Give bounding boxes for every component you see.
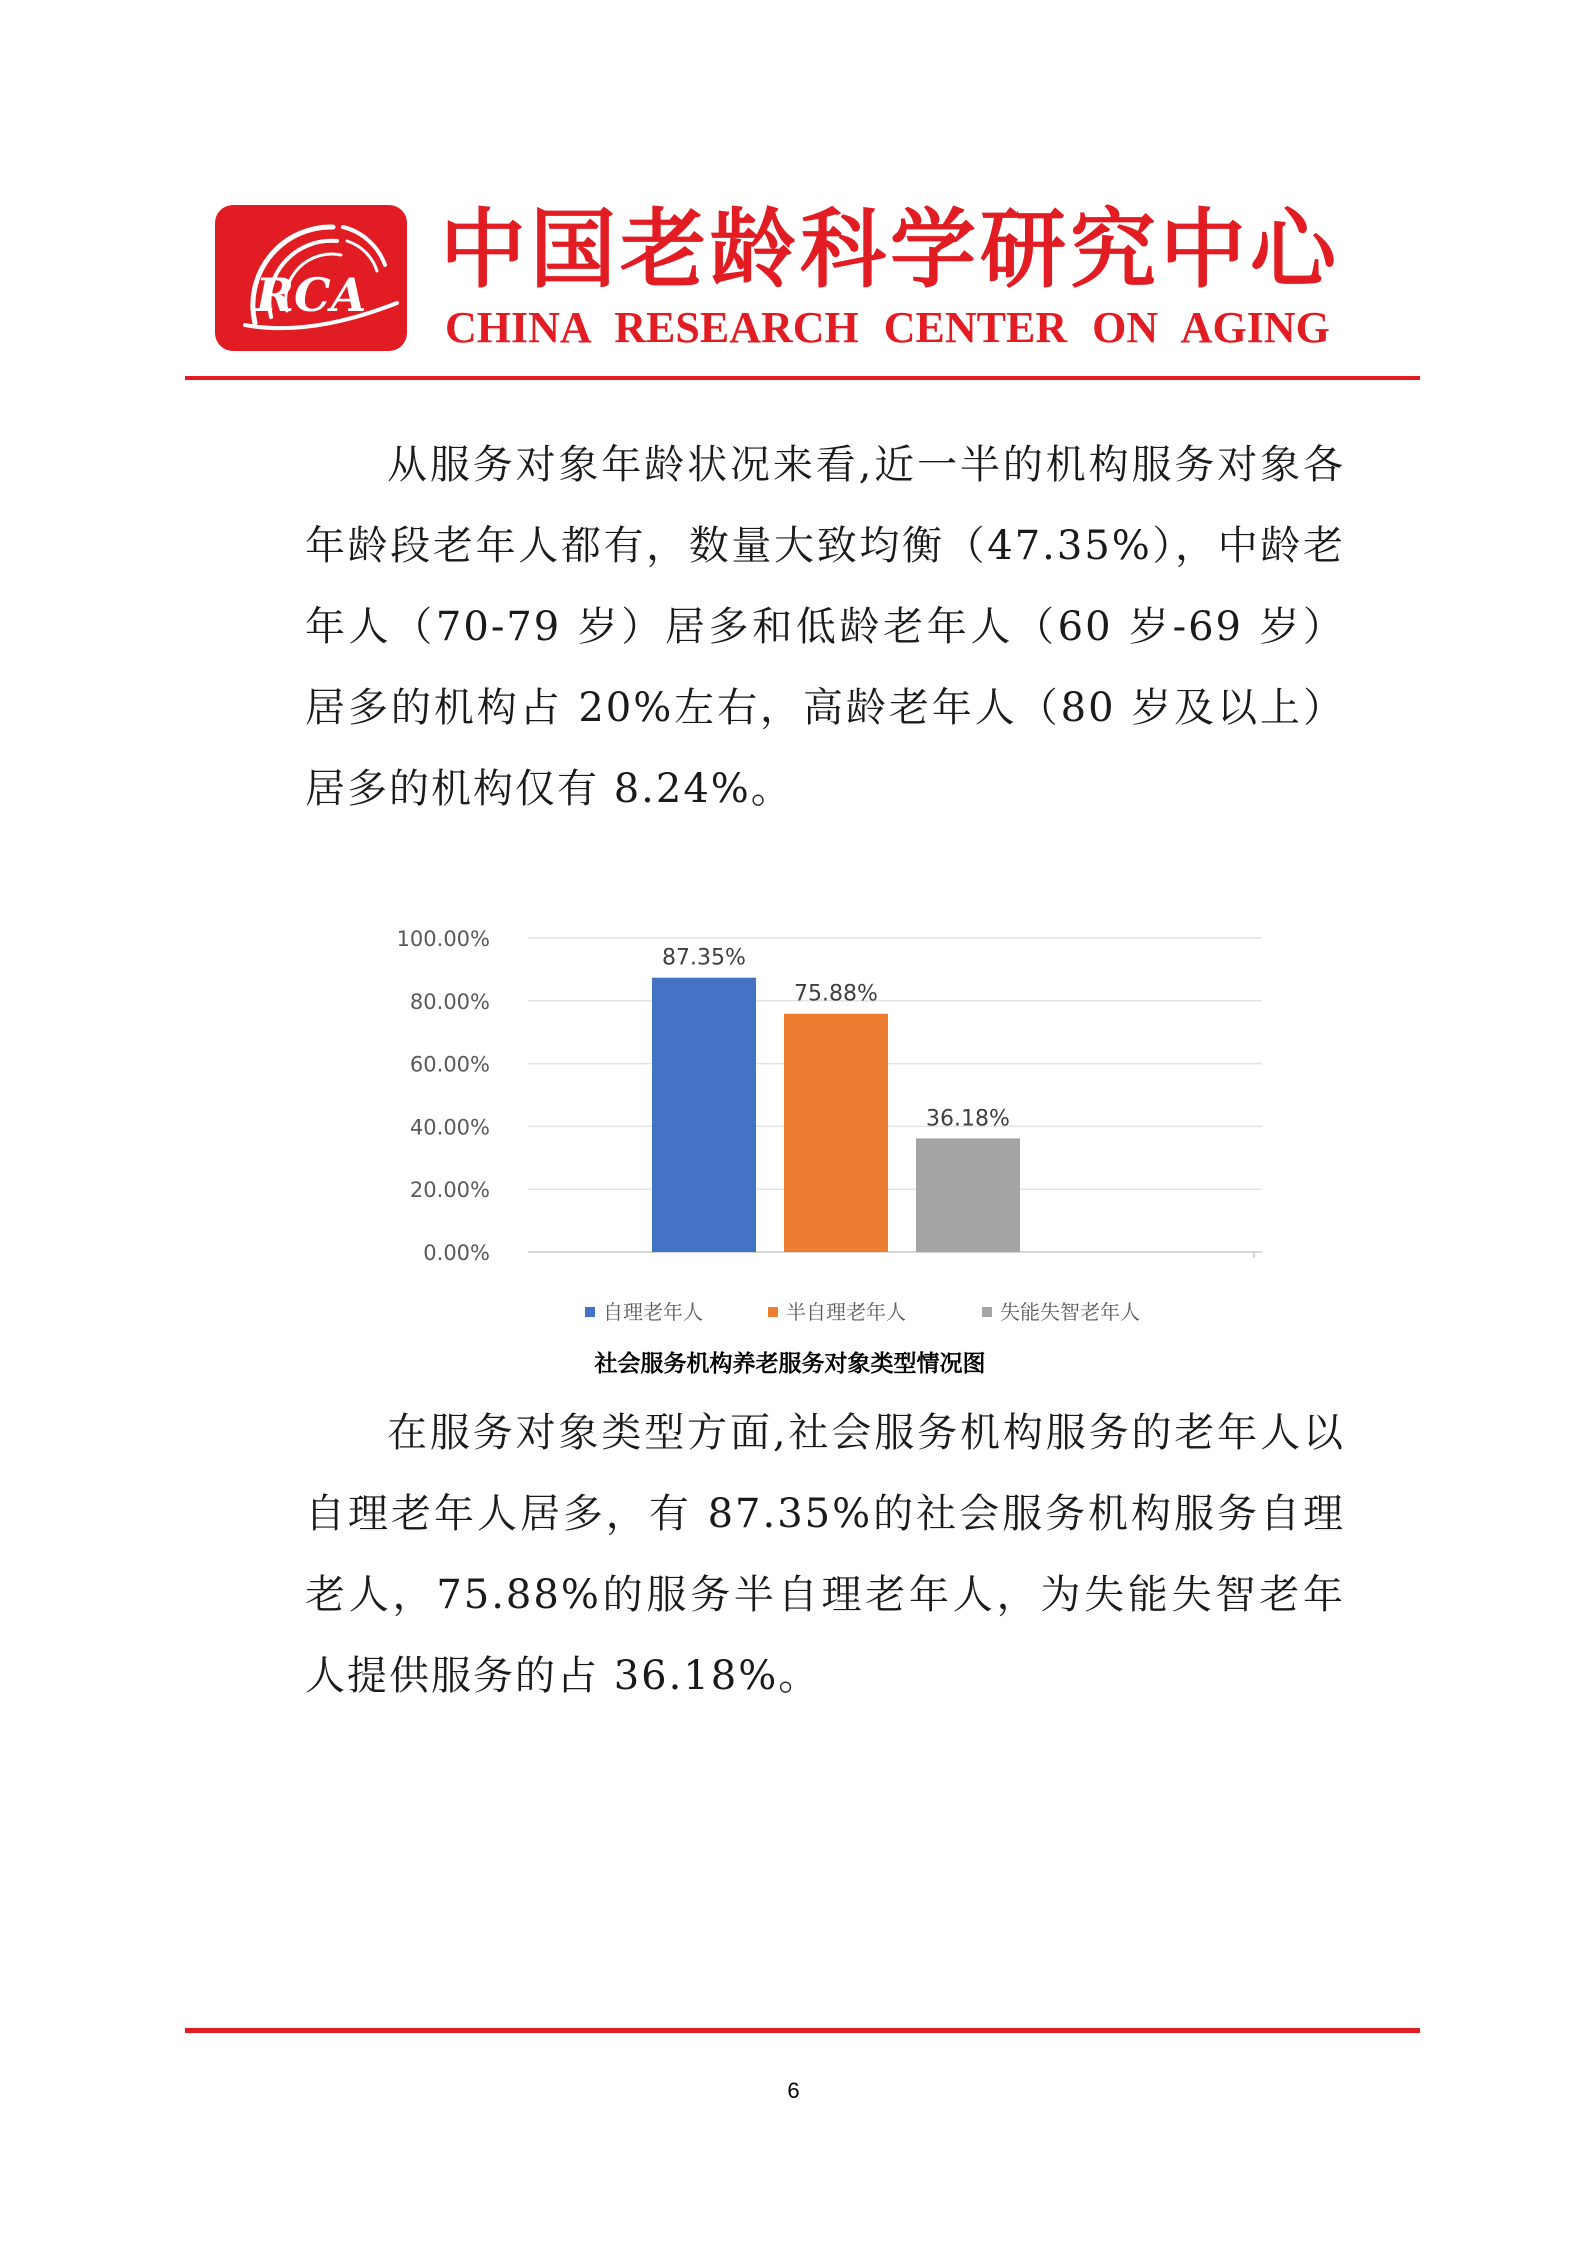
chart-gridlines [528,938,1262,1258]
logo-text: RCA [255,268,367,322]
bar [652,978,756,1252]
legend-item [768,1300,906,1324]
data-label: 87.35% [662,945,746,971]
rca-logo [215,205,407,351]
bar-chart [300,900,1280,1340]
footer-divider [185,2028,1420,2033]
y-tick-label: 80.00% [409,989,490,1014]
data-label: 36.18% [926,1106,1010,1132]
data-label: 75.88% [794,981,878,1007]
page-number: 6 [787,2078,800,2103]
bar [916,1138,1020,1252]
legend-item [982,1300,1140,1324]
org-name-cn: 中国老龄科学研究中心 [440,200,1340,300]
logo-mark [215,205,407,351]
legend-swatch [768,1307,778,1317]
chart-y-axis [397,927,490,1265]
bar [784,1014,888,1252]
legend-swatch [585,1307,595,1317]
legend-label: 半自理老年人 [786,1300,906,1324]
y-tick-label: 20.00% [409,1178,490,1203]
y-tick-label: 60.00% [409,1052,490,1077]
y-tick-label: 0.00% [423,1241,490,1265]
legend-item [585,1300,703,1324]
y-tick-label: 100.00% [396,927,490,951]
org-name-en: CHINA RESEARCH CENTER ON AGING [445,303,1330,352]
chart-svg [300,900,1280,1340]
chart-legend [585,1300,1140,1324]
y-tick-label: 40.00% [409,1115,490,1140]
header-divider [185,376,1420,380]
paragraph-age-distribution: 从服务对象年龄状况来看,近一半的机构服务对象各年龄段老年人都有，数量大致均衡（47.35%），中龄老年人（70-79 岁）居多和低龄老年人（60 岁-69 岁）居多的机构占 20%左右，高龄老年人（80 岁及以上）居多的机构仅有 8.24%。 [305,442,1345,812]
legend-swatch [982,1307,992,1317]
chart-caption: 社会服务机构养老服务对象类型情况图 [594,1351,986,1377]
legend-label: 自理老年人 [603,1300,703,1324]
paragraph-service-type: 在服务对象类型方面,社会服务机构服务的老年人以自理老年人居多，有 87.35%的社会服务机构服务自理老人，75.88%的服务半自理老年人，为失能失智老年人提供服务的占 36.18%。 [305,1410,1345,1699]
legend-label: 失能失智老年人 [1000,1300,1140,1324]
